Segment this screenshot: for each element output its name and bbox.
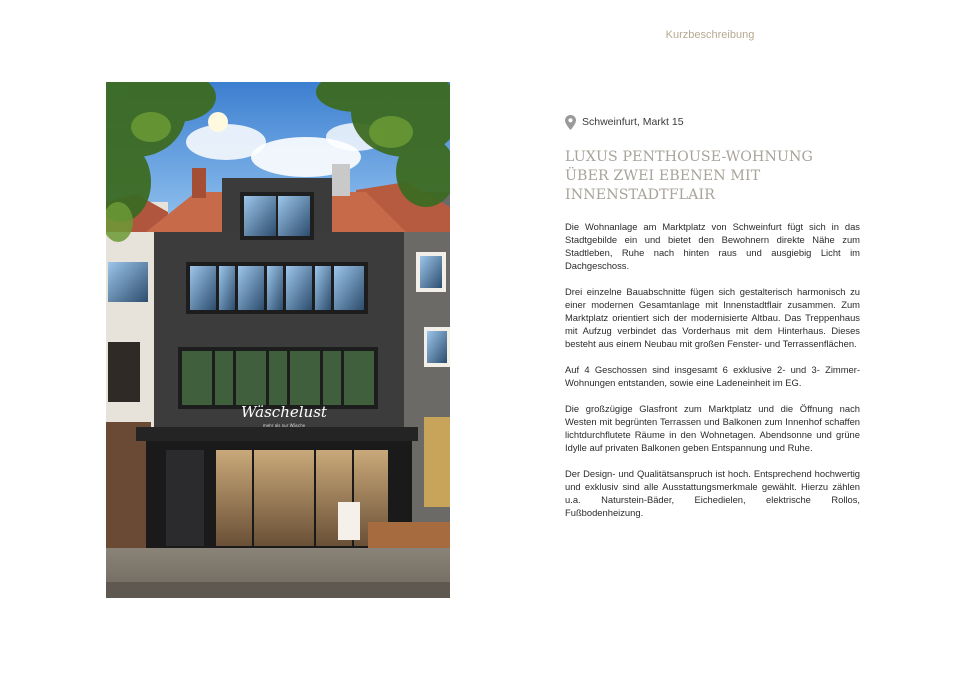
description-paragraph: Auf 4 Geschossen sind insgesamt 6 exklusive 2- und 3- Zimmer-Wohnungen entstanden, sowie eine Ladeneinheit im EG.: [565, 364, 860, 388]
listing-headline: LUXUS PENTHOUSE-WOHNUNG ÜBER ZWEI EBENEN MIT INNENSTADTFLAIR: [565, 149, 813, 203]
building-photo: [106, 82, 450, 598]
description-paragraph: Drei einzelne Bauabschnitte fügen sich gestalterisch harmonisch zu einer modernen Gesamtanlage mit Innenstadtflair zusammen. Zum Marktplatz orientiert sich der modernisierte Altbau. Das Treppenhaus mit Aufzug verbindet das Vorderhaus mit dem Hinterhaus. Dieses besteht aus einem Neubau mit großen Fenster- und Terrassenflächen.: [565, 286, 860, 349]
description-paragraph: Der Design- und Qualitätsanspruch ist hoch. Entsprechend hochwertig und exklusiv sind alle Ausstattungsmerkmale gewählt. Hierzu zählen u.a. Naturstein-Bäder, Eichedielen, elektrische Rollos, Fußbodenheizung.: [565, 468, 860, 518]
description-paragraph: Die großzügige Glasfront zum Marktplatz und die Öffnung nach Westen mit begrünten Terrassen und Balkonen zum Innenhof schaffen lichtdurchflutete Räume in den Wohnetagen. Abendsonne und grüne Idylle auf privaten Balkonen geben Entspannung und Ruhe.: [565, 403, 860, 453]
location-line: [565, 114, 860, 130]
description-paragraph: Die Wohnanlage am Marktplatz von Schweinfurt fügt sich in das Stadtgebilde ein und bietet den Bewohnern direkte Nähe zum Stadtleben, Ruhe nach hinten raus und ausgiebig Licht im Dachgeschoss.: [565, 221, 860, 271]
location-text: Schweinfurt, Markt 15: [582, 116, 684, 128]
listing-content: [565, 114, 860, 532]
section-title: Kurzbeschreibung: [665, 29, 755, 41]
shop-sign: Wäschelust: [241, 403, 327, 421]
shop-tagline: mehr als nur Wäsche: [262, 423, 306, 428]
map-pin-icon: [565, 115, 576, 130]
